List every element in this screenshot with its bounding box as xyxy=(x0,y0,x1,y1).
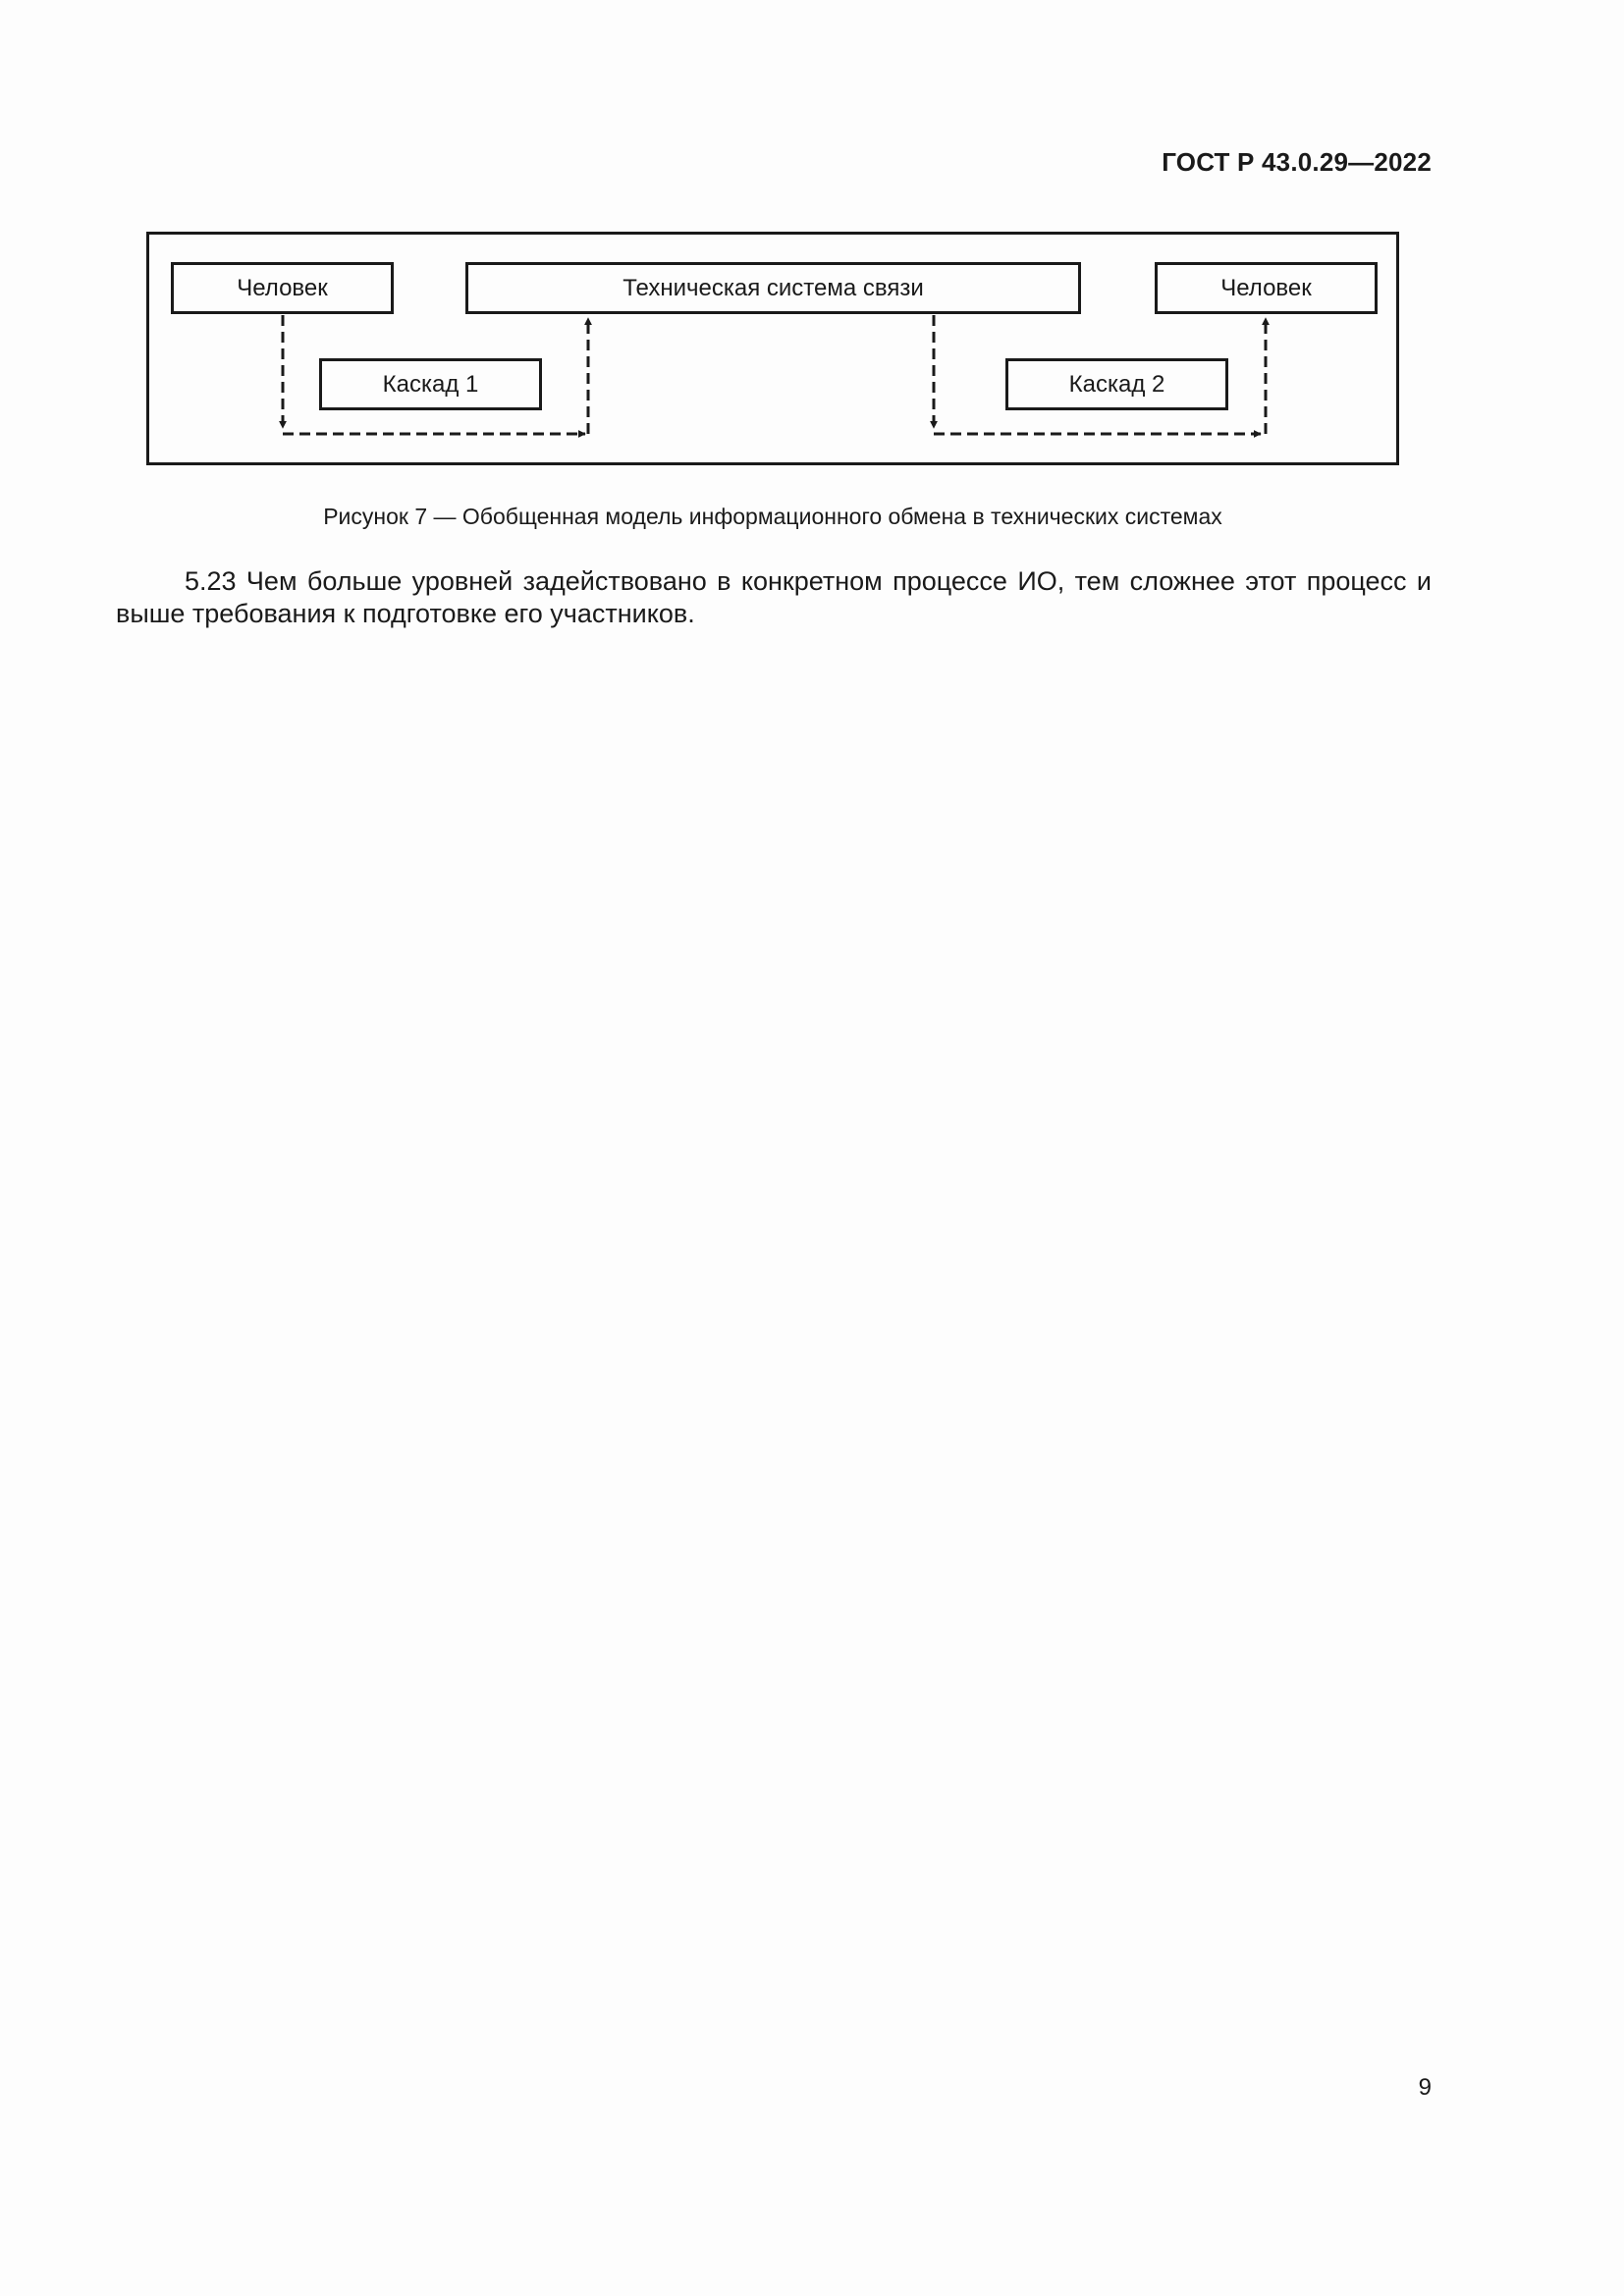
node-human-left: Человек xyxy=(171,262,394,314)
node-tech-system: Техническая система связи xyxy=(465,262,1081,314)
node-cascade-2: Каскад 2 xyxy=(1005,358,1228,410)
node-human-right: Человек xyxy=(1155,262,1378,314)
page-number: 9 xyxy=(1418,2074,1432,2101)
figure-caption: Рисунок 7 — Обобщенная модель информационного обмена в технических системах xyxy=(323,504,1222,529)
paragraph-5-23: 5.23 Чем больше уровней задействовано в конкретном процессе ИО, тем сложнее этот процесс и выше требования к подготовке его участников. xyxy=(116,566,1432,628)
node-cascade-1: Каскад 1 xyxy=(319,358,542,410)
document-code: ГОСТ Р 43.0.29—2022 xyxy=(1162,147,1432,177)
